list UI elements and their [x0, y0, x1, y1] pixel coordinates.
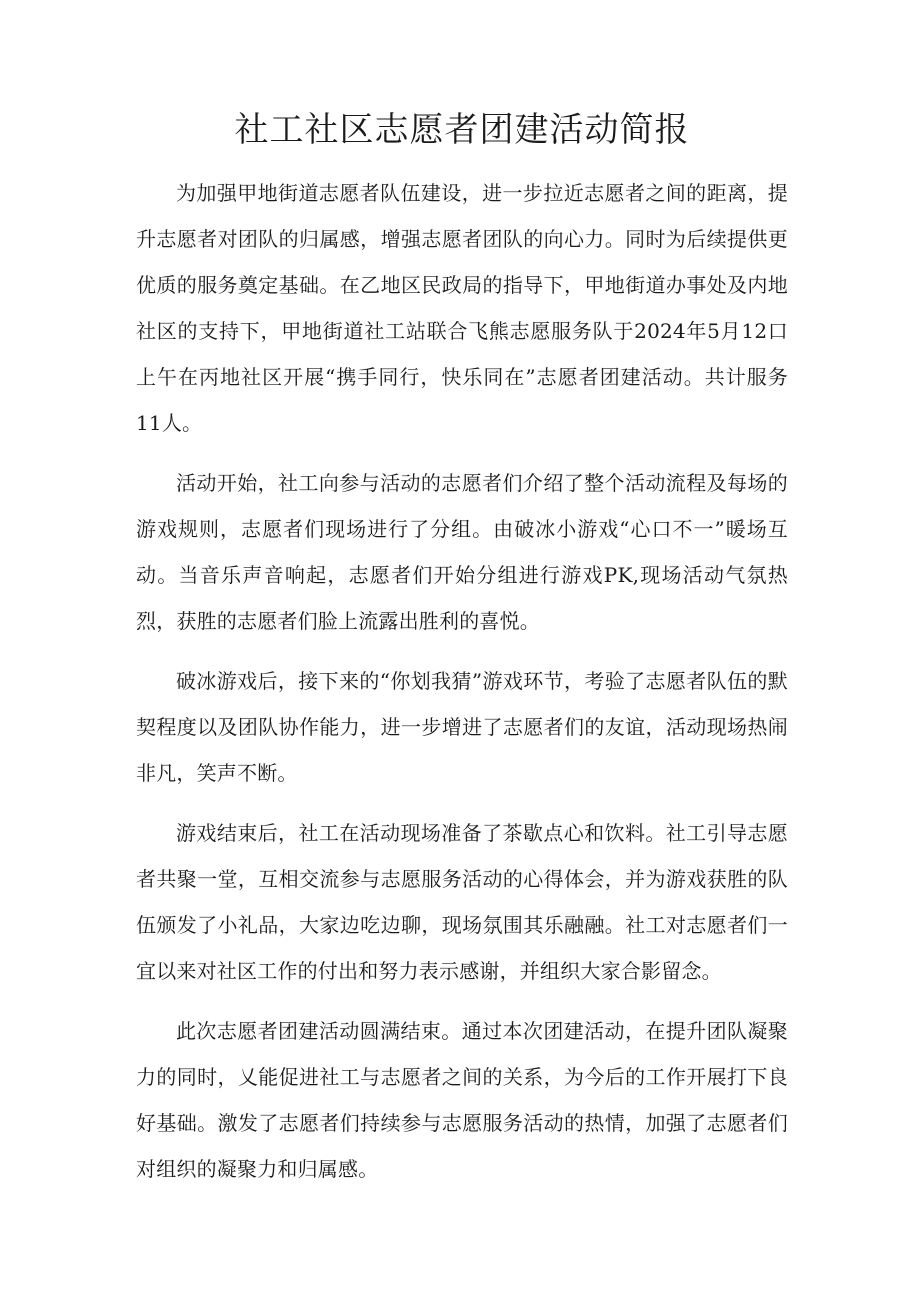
paragraph-activity-start: 活动开始，社工向参与活动的志愿者们介绍了整个活动流程及每场的游戏规则，志愿者们现场进行了分组。由破冰小游戏“心口不一”暖场互动。当音乐声音响起，志愿者们开始分组进行游戏PK,现场活动气氛热烈，获胜的志愿者们脸上流露出胜利的喜悦。 [136, 471, 788, 633]
paragraph-tea-break: 游戏结束后，社工在活动现场准备了茶歇点心和饮料。社工引导志愿者共聚一堂，互相交流参与志愿服务活动的心得体会，并为游戏获胜的队伍颁发了小礼品，大家边吃边聊，现场氛围其乐融融。社工对志愿者们一宜以来对社区工作的付出和努力表示感谢，并组织大家合影留念。 [136, 821, 788, 983]
paragraph-intro: 为加强甲地街道志愿者队伍建设，进一步拉近志愿者之间的距离，提升志愿者对团队的归属感，增强志愿者团队的向心力。同时为后续提供更优质的服务奠定基础。在乙地区民政局的指导下，甲地街道办事处及内地社区的支持下，甲地街道社工站联合飞熊志愿服务队于2024年5月12口上午在丙地社区开展“携手同行，快乐同在”志愿者团建活动。共计服务11人。 [136, 181, 788, 435]
document-title: 社工社区志愿者团建活动简报 [234, 110, 690, 150]
paragraph-conclusion: 此次志愿者团建活动圆满结束。通过本次团建活动，在提升团队凝聚力的同时，乂能促进社工与志愿者之间的关系，为今后的工作开展打下良好基础。激发了志愿者们持续参与志愿服务活动的热情，加强了志愿者们对组织的凝聚力和归属感。 [136, 1019, 788, 1181]
paragraph-guessing-game: 破冰游戏后，接下来的“你划我猜”游戏环节，考验了志愿者队伍的默契程度以及团队协作能力，进一步增进了志愿者们的友谊，活动现场热闹非凡，笑声不断。 [136, 669, 788, 785]
